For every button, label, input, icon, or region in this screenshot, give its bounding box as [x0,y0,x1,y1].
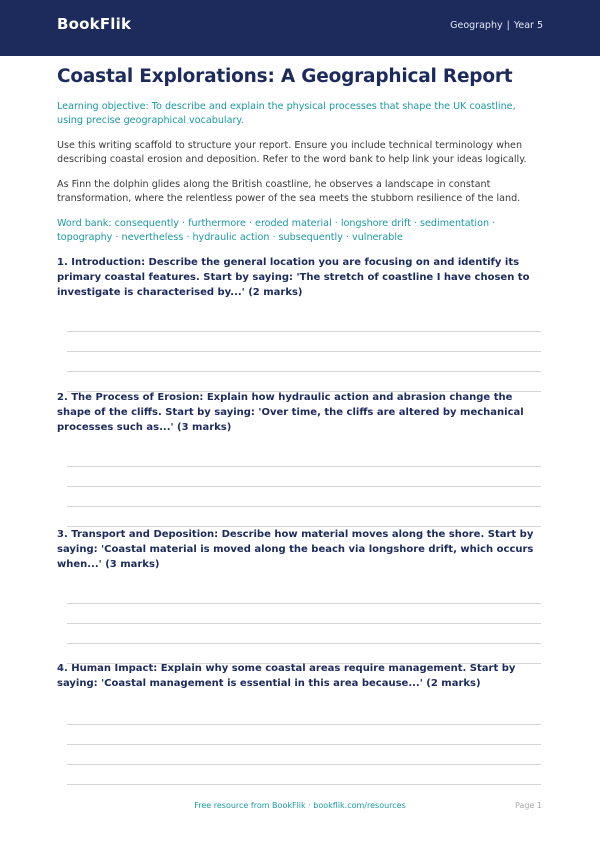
word-bank: Word bank: consequently · furthermore · eroded material · longshore drift · sedimentation · topography · nevertheless · hydraulic action · subsequently · vulnerable [57,218,496,243]
answer-line[interactable] [67,486,541,487]
question-section-1 [57,255,543,300]
answer-line[interactable] [67,603,541,604]
question-prompt: 1. Introduction: Describe the general location you are focusing on and identify its primary coastal features. Start by saying: 'The stretch of coastline I have chosen to investigate is characterised by...' (2 marks) [57,257,530,298]
page-number: Page 1 [515,801,542,810]
question-prompt: 4. Human Impact: Explain why some coastal areas require management. Start by saying: 'Coastal management is essential in this area because...' (2 marks) [57,663,516,689]
answer-line[interactable] [67,744,541,745]
header-year: Year 5 [513,19,543,31]
answer-line[interactable] [67,371,541,372]
footer-link[interactable]: Free resource from BookFlik · bookflik.com/resources [194,801,406,810]
header-subject: Geography [450,19,503,31]
brand-logo-text[interactable]: BookFlik [57,15,132,33]
answer-line[interactable] [67,506,541,507]
story-paragraph: As Finn the dolphin glides along the British coastline, he observes a landscape in constant transformation, where the relentless power of the sea meets the stubborn resilience of the land. [57,179,521,204]
answer-line[interactable] [67,764,541,765]
question-section-3 [57,527,543,572]
answer-line[interactable] [67,623,541,624]
answer-line[interactable] [67,724,541,725]
page-footer [0,801,600,815]
answer-line[interactable] [67,331,541,332]
question-section-2 [57,390,543,435]
answer-line[interactable] [67,643,541,644]
page-title: Coastal Explorations: A Geographical Report [57,66,513,87]
answer-line[interactable] [67,351,541,352]
question-prompt: 2. The Process of Erosion: Explain how hydraulic action and abrasion change the shape of the cliffs. Start by saying: 'Over time, the cliffs are altered by mechanical processes such as...' (3 marks) [57,392,524,433]
intro-content [57,66,543,245]
header-separator: | [506,19,510,31]
question-section-4 [57,661,543,691]
instructions-paragraph: Use this writing scaffold to structure your report. Ensure you include technical terminology when describing coastal erosion and deposition. Refer to the word bank to help link your ideas logically. [57,140,527,165]
answer-line[interactable] [67,466,541,467]
header-subject-year [450,20,543,31]
question-prompt: 3. Transport and Deposition: Describe how material moves along the shore. Start by saying: 'Coastal material is moved along the beach via longshore drift, which occurs when...' (3 marks) [57,529,534,570]
answer-line[interactable] [67,784,541,785]
page-header [0,0,600,56]
learning-objective: Learning objective: To describe and explain the physical processes that shape the UK coastline, using precise geographical vocabulary. [57,101,516,126]
